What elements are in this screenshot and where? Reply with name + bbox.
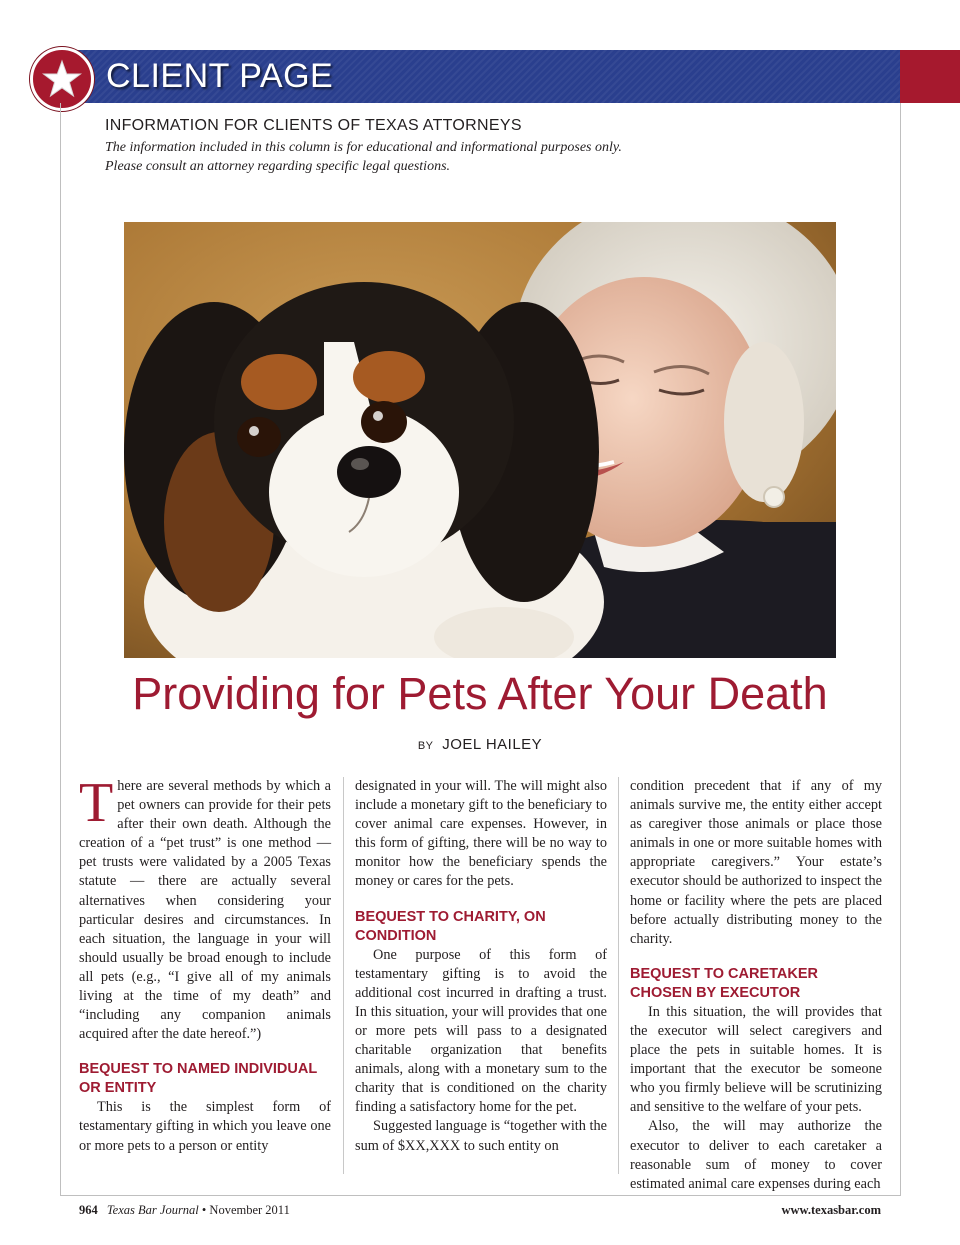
article-column-1 (79, 772, 331, 1156)
disclaimer-line: The information included in this column is for educational and informational purposes only. (105, 140, 622, 155)
body-paragraph: Suggested language is “together with the sum of $XX,XXX to such entity on (355, 1118, 607, 1154)
website-link[interactable]: www.texasbar.com (781, 1203, 881, 1217)
byline (0, 736, 960, 753)
body-paragraph-continued: designated in your will. The will might also include a monetary gift to the beneficiary to cover animal care expenses. However, in this form of gifting, there will be no way to monitor how the beneficiary spends the money or cares for the pets. (355, 778, 607, 890)
issue-date: November 2011 (209, 1203, 290, 1217)
frame-bottom-line (60, 1195, 901, 1196)
article-column-3 (630, 777, 882, 1194)
disclaimer-line: Please consult an attorney regarding specific legal questions. (105, 159, 451, 174)
section-label: CLIENT PAGE (106, 57, 334, 95)
column-divider (618, 777, 619, 1174)
byline-prefix: BY (417, 740, 434, 752)
intro-text: here are several methods by which a pet owners can provide for their pets after their own death. Although the creation of a “pet trust” is one method — pet trusts were validated by a 2005 Texas statute — there are actually several alternatives when considering your particular desires and circumstances. In each situation, the language in your will should usually be broad enough to include all pets (e.g., “I give all of my animals living at the time of my death” and “including any companion animals acquired after the date hereof.”) (79, 778, 331, 1043)
journal-name: Texas Bar Journal (106, 1203, 199, 1217)
footer-info (79, 1203, 290, 1218)
author-name: JOEL HAILEY (442, 736, 543, 753)
body-paragraph: In this situation, the will provides that the executor will select caregivers and place the pets in suitable homes. It is important that the executor be someone who you firmly believe will be scrutinizing and sensitive to the welfare of your pets. (630, 1003, 882, 1116)
article-title: Providing for Pets After Your Death (132, 668, 828, 719)
subheading-charity: BEQUEST TO CHARITY, ON CONDITION (355, 908, 546, 944)
footer-separator: • (201, 1203, 207, 1217)
info-heading: INFORMATION FOR CLIENTS OF TEXAS ATTORNEYS (105, 117, 522, 134)
body-paragraph: Also, the will may authorize the executor to deliver to each caretaker a reasonable sum of money to cover estimated animal care expenses during each (630, 1118, 882, 1192)
woman-with-dog-photo (124, 222, 836, 658)
subheading-caretaker: BEQUEST TO CARETAKER CHOSEN BY EXECUTOR (630, 965, 818, 1001)
column-divider (343, 777, 344, 1174)
star-icon (30, 47, 94, 111)
body-paragraph: One purpose of this form of testamentary gifting is to avoid the additional cost incurred in drafting a trust. In this situation, your will provides that one or more pets will pass to a designated charitable organization that benefits animals, along with a monetary sum to the charity that is conditioned on the charity finding a satisfactory home for the pet. (355, 946, 607, 1116)
frame-right-line (900, 103, 901, 1196)
page-number: 964 (79, 1203, 98, 1217)
article-column-2 (355, 777, 607, 1156)
subheading-named-individual: BEQUEST TO NAMED INDIVIDUAL OR ENTITY (79, 1061, 317, 1097)
banner-red-block (900, 50, 960, 103)
body-paragraph: This is the simplest form of testamentary gifting in which you leave one or more pets to a person or entity (79, 1099, 331, 1154)
body-paragraph-continued: condition precedent that if any of my animals survive me, the entity either accept as caregiver those animals or place those animals in one or more suitable homes with appropriate caregivers.” Your estate’s executor should be authorized to inspect the home or facility where the pets are placed before actually distributing money to the charity. (630, 778, 882, 947)
frame-left-line (60, 103, 61, 1196)
drop-cap: T (79, 772, 114, 834)
intro-paragraph (79, 772, 331, 1044)
